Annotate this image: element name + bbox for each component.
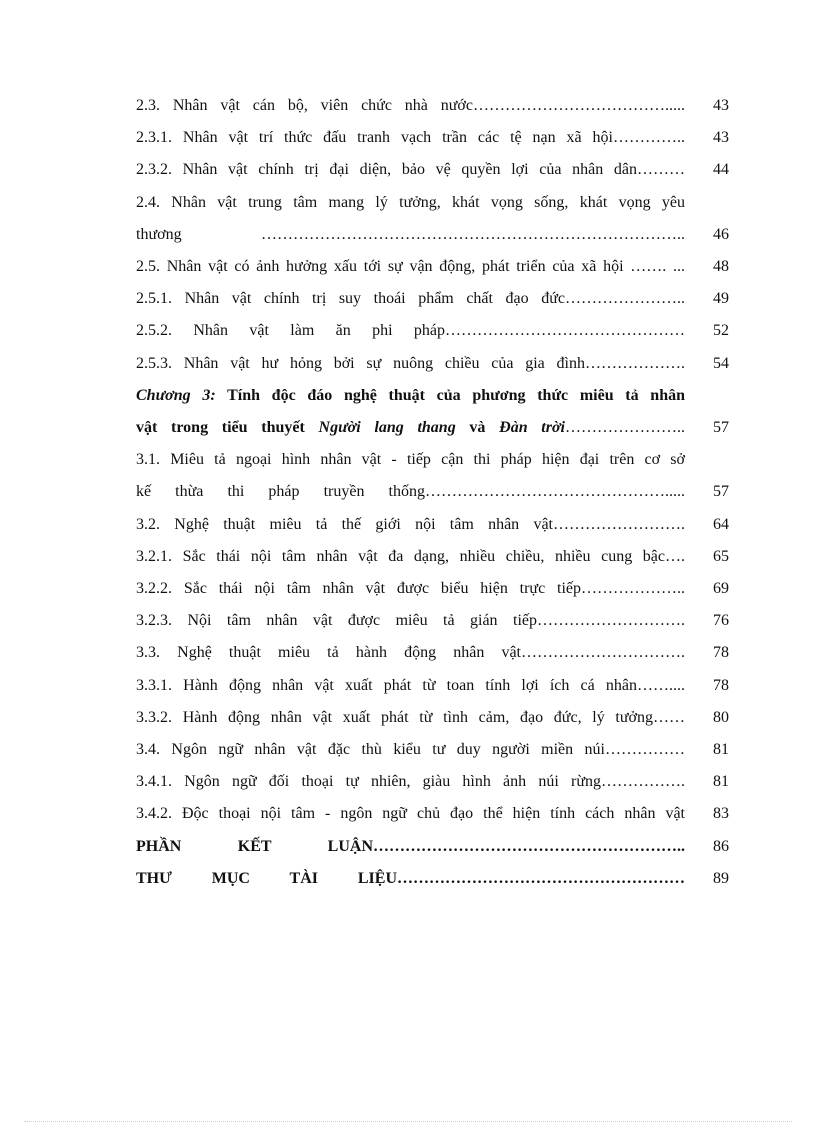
- toc-entry-title: 2.3.2. Nhân vật chính trị đại diện, bảo vệ quyền lợi của nhân dân………: [136, 161, 685, 179]
- toc-entry-title: THƯ MỤC TÀI LIỆU………………………………………………: [136, 869, 685, 887]
- toc-entry-title: 3.3.2. Hành động nhân vật xuất phát từ tình cảm, đạo đức, lý tưởng……: [136, 708, 685, 726]
- page-bottom-rule: [24, 1121, 792, 1122]
- toc-entry-line: 3.1. Miêu tả ngoại hình nhân vật - tiếp cận thi pháp hiện đại trên cơ sở: [136, 451, 685, 469]
- toc-page-number: 89: [713, 869, 729, 887]
- toc-entry-title: 3.4.1. Ngôn ngữ đối thoại tự nhiên, giàu hình ảnh núi rừng…………….: [136, 773, 685, 791]
- toc-entry-chapter-3[interactable]: [136, 380, 729, 444]
- toc-entry-line: kế thừa thi pháp truyền thống……………………………………….....: [136, 483, 685, 501]
- toc-entry-title: [136, 187, 691, 251]
- toc-entry-conclusion[interactable]: [136, 831, 729, 863]
- toc-page-number: 86: [713, 837, 729, 855]
- toc-entry-title: 2.5. Nhân vật có ảnh hưởng xấu tới sự vận động, phát triển của xã hội ……. ...: [136, 258, 685, 276]
- toc-entry-2-5-1[interactable]: [136, 283, 729, 315]
- toc-page-number: 48: [713, 258, 729, 276]
- toc-entry-title: 3.2.1. Sắc thái nội tâm nhân vật đa dạng, nhiều chiều, nhiều cung bậc….: [136, 547, 685, 565]
- novel-title: Người lang thang: [318, 419, 456, 437]
- toc-page-number: 78: [713, 676, 729, 694]
- toc-entry-title: 3.3. Nghệ thuật miêu tả hành động nhân vật………………………….: [136, 644, 685, 662]
- toc-page-number: 64: [713, 515, 729, 533]
- chapter-title-part: vật trong tiểu thuyết: [136, 419, 319, 437]
- toc-page-number: 81: [713, 741, 729, 759]
- novel-title: Đàn trời: [499, 419, 566, 437]
- toc-entry-bibliography[interactable]: [136, 863, 729, 895]
- toc-entry-line: thương ……………………………………………………………………..: [136, 225, 685, 243]
- toc-page-number: 52: [713, 322, 729, 340]
- toc-entry-title: [136, 380, 691, 444]
- toc-entry-title: 3.2. Nghệ thuật miêu tả thế giới nội tâm nhân vật…………………….: [136, 515, 685, 533]
- toc-entry-title: 3.3.1. Hành động nhân vật xuất phát từ toan tính lợi ích cá nhân……....: [136, 676, 685, 694]
- toc-entry-title: 2.5.3. Nhân vật hư hỏng bởi sự nuông chiều của gia đình……………….: [136, 354, 685, 372]
- toc-entry-2-3-2[interactable]: [136, 154, 729, 186]
- toc-page-number: 78: [713, 644, 729, 662]
- toc-entry-2-5-2[interactable]: [136, 315, 729, 347]
- toc-entry-3-2[interactable]: [136, 509, 729, 541]
- toc-entry-3-4-2[interactable]: [136, 798, 729, 830]
- toc-page-number: 49: [713, 290, 729, 308]
- toc-entry-title: 3.4. Ngôn ngữ nhân vật đặc thù kiểu tư duy người miền núi……………: [136, 741, 685, 759]
- toc-page-number: 44: [713, 161, 729, 179]
- toc-entry-2-5[interactable]: [136, 251, 729, 283]
- toc-entry-3-2-3[interactable]: [136, 605, 729, 637]
- toc-entry-3-2-2[interactable]: [136, 573, 729, 605]
- toc-entry-2-4[interactable]: [136, 187, 729, 251]
- toc-entry-3-3[interactable]: [136, 637, 729, 669]
- toc-page-number: 80: [713, 708, 729, 726]
- toc-entry-title: [136, 444, 691, 508]
- toc-page-number: 43: [713, 129, 729, 147]
- toc-entry-2-3-1[interactable]: [136, 122, 729, 154]
- table-of-contents: [136, 90, 729, 895]
- toc-entry-title: 2.5.1. Nhân vật chính trị suy thoái phẩm chất đạo đức…………………..: [136, 290, 685, 308]
- toc-entry-2-5-3[interactable]: [136, 348, 729, 380]
- toc-page-number: 76: [713, 612, 729, 630]
- toc-entry-3-4-1[interactable]: [136, 766, 729, 798]
- toc-entry-line: 2.4. Nhân vật trung tâm mang lý tưởng, khát vọng sống, khát vọng yêu: [136, 193, 685, 211]
- toc-page-number: 46: [713, 225, 729, 243]
- toc-entry-title: 3.2.3. Nội tâm nhân vật được miêu tả gián tiếp……………………….: [136, 612, 685, 630]
- toc-page-number: 81: [713, 773, 729, 791]
- toc-entry-3-2-1[interactable]: [136, 541, 729, 573]
- toc-entry-title: 3.2.2. Sắc thái nội tâm nhân vật được biểu hiện trực tiếp………………..: [136, 580, 685, 598]
- toc-page-number: 57: [713, 483, 729, 501]
- toc-entry-3-1[interactable]: [136, 444, 729, 508]
- toc-entry-2-3[interactable]: [136, 90, 729, 122]
- toc-page-number: 57: [713, 419, 729, 437]
- chapter-title-part: Tính độc đáo nghệ thuật của phương thức miêu tả nhân: [215, 386, 686, 404]
- chapter-label: Chương 3:: [136, 386, 216, 404]
- toc-page-number: 65: [713, 547, 729, 565]
- toc-page-number: 43: [713, 97, 729, 114]
- toc-entry-title: 2.5.2. Nhân vật làm ăn phi pháp………………………………………: [136, 322, 685, 340]
- toc-page-number: 69: [713, 580, 729, 598]
- toc-entry-3-3-1[interactable]: [136, 670, 729, 702]
- toc-entry-line: [136, 380, 685, 412]
- toc-entry-title: PHẦN KẾT LUẬN…………………………………………………..: [136, 837, 685, 855]
- toc-entry-line: [136, 412, 685, 444]
- toc-entry-3-4[interactable]: [136, 734, 729, 766]
- leader-dots: …………………..: [565, 419, 686, 437]
- toc-entry-3-3-2[interactable]: [136, 702, 729, 734]
- toc-page-number: 83: [713, 805, 729, 823]
- toc-entry-title: 2.3.1. Nhân vật trí thức đấu tranh vạch trần các tệ nạn xã hội…………..: [136, 129, 685, 147]
- toc-page-number: 54: [713, 354, 729, 372]
- toc-entry-title: 3.4.2. Độc thoại nội tâm - ngôn ngữ chủ đạo thể hiện tính cách nhân vật: [136, 805, 685, 823]
- chapter-title-part: và: [455, 419, 500, 437]
- toc-entry-title: 2.3. Nhân vật cán bộ, viên chức nhà nước……………………………….....: [136, 97, 685, 114]
